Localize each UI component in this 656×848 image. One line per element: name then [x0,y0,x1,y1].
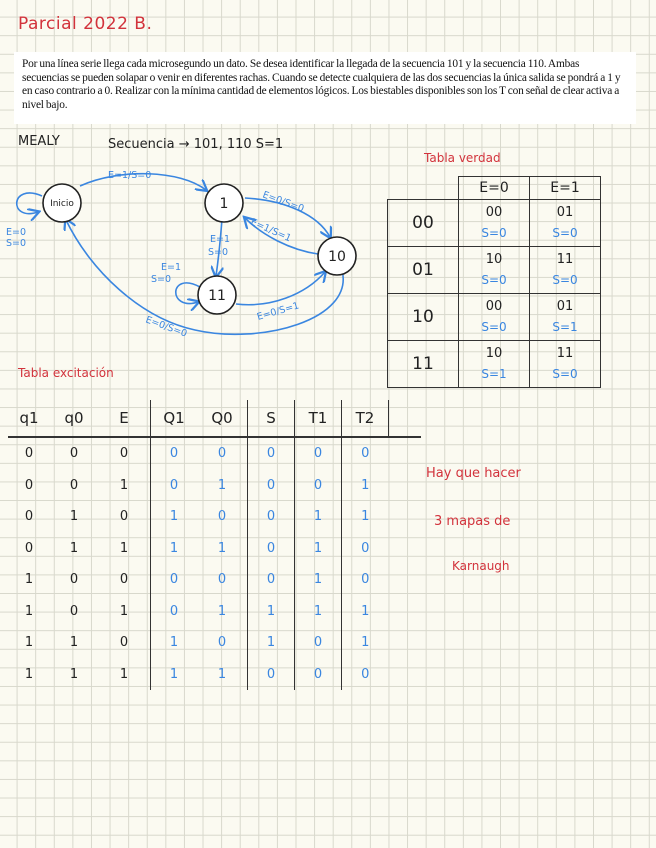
excitation-table [8,400,421,690]
excitation-cell: 1 [342,470,389,502]
excitation-cell: 1 [24,572,34,588]
truth-table-title: Tabla verdad [424,151,501,165]
excitation-cell: 0 [151,564,198,596]
excitation-spacer [389,564,422,596]
next-state: 00 [485,299,503,314]
truth-cell [459,294,530,341]
excitation-cell: 0 [24,540,34,556]
next-state: 01 [556,299,574,314]
exc-header-t2: T2 [342,400,389,437]
excitation-cell: 1 [151,501,198,533]
excitation-cell: 1 [24,603,34,619]
excitation-cell: 0 [151,437,198,470]
label-inicio-self-s: S=0 [6,238,27,249]
excitation-cell: 0 [295,659,342,691]
label-10-to-1: E=1/S=1 [248,216,293,245]
excitation-cell: 1 [295,596,342,628]
label-11-to-10: E=0/S=1 [255,300,301,323]
output-value: S=0 [481,273,507,287]
excitation-cell: 0 [248,564,295,596]
label-1-to-10: E=0/S=0 [260,189,306,215]
excitation-cell: 0 [217,509,227,525]
excitation-cell: 0 [24,509,34,525]
output-value: S=1 [481,367,507,381]
output-value: S=0 [552,273,578,287]
exc-header-s: S [248,400,295,437]
truth-state: 11 [388,341,459,388]
truth-cell [530,200,601,247]
excitation-cell: 0 [248,533,295,565]
excitation-cell: 1 [248,627,295,659]
label-11-self-s: S=0 [151,274,172,285]
excitation-cell: 1 [119,666,129,682]
excitation-cell: 1 [295,533,342,565]
excitation-cell: 1 [24,635,34,651]
state-11-label: 11 [208,288,226,304]
excitation-cell: 1 [217,477,227,493]
mealy-label: MEALY [18,134,60,149]
exc-header-spacer [389,400,422,437]
excitation-cell: 1 [295,501,342,533]
truth-cell [530,247,601,294]
sequence-label: Secuencia → 101, 110 S=1 [108,137,284,152]
truth-row [388,294,601,341]
label-1-to-11-e: E=1 [210,234,231,245]
excitation-cell: 1 [295,564,342,596]
exc-header-Q0: Q0 [197,400,248,437]
excitation-cell: 1 [69,666,79,682]
label-inicio-self-e: E=0 [6,227,27,238]
edge-11-to-10 [236,272,325,305]
excitation-row [8,501,421,533]
truth-header-e1: E=1 [530,177,601,200]
excitation-row [8,659,421,691]
label-11-self-e: E=1 [161,262,182,273]
truth-header-e0: E=0 [459,177,530,200]
excitation-cell: 1 [119,603,129,619]
edge-11-self [176,283,200,304]
exc-header-t1: T1 [295,400,342,437]
excitation-cell: 0 [69,572,79,588]
excitation-cell: 0 [119,635,129,651]
excitation-row [8,564,421,596]
excitation-cell: 0 [295,470,342,502]
excitation-cell: 1 [342,627,389,659]
exc-header-q0: q0 [50,400,98,437]
excitation-cell: 0 [69,477,79,493]
state-inicio-label: Inicio [50,199,74,209]
excitation-cell: 0 [217,446,227,462]
edge-inicio-self [17,193,42,214]
excitation-row [8,627,421,659]
truth-state: 00 [388,200,459,247]
excitation-cell: 1 [151,627,198,659]
truth-row [388,247,601,294]
exc-header-e: E [98,400,151,437]
truth-cell [459,341,530,388]
next-state: 00 [485,205,503,220]
state-diagram [0,120,390,360]
next-state: 11 [556,252,574,267]
excitation-cell: 1 [217,666,227,682]
truth-state: 10 [388,294,459,341]
excitation-cell: 0 [342,437,389,470]
truth-row [388,200,601,247]
truth-row [388,341,601,388]
excitation-cell: 1 [342,501,389,533]
truth-cell [459,200,530,247]
excitation-spacer [389,659,422,691]
excitation-spacer [389,501,422,533]
excitation-cell: 0 [151,470,198,502]
exc-header-Q1: Q1 [151,400,198,437]
excitation-cell: 1 [119,477,129,493]
output-value: S=0 [552,367,578,381]
next-state: 01 [556,205,574,220]
exc-header-q1: q1 [8,400,50,437]
excitation-spacer [389,533,422,565]
output-value: S=0 [481,226,507,240]
page-title: Parcial 2022 B. [18,14,153,34]
edge-10-to-inicio [66,220,343,334]
excitation-cell: 1 [69,509,79,525]
note-line-2: 3 mapas de [434,514,511,529]
output-value: S=0 [481,320,507,334]
truth-cell [459,247,530,294]
excitation-cell: 0 [69,446,79,462]
note-line-1: Hay que hacer [426,466,521,481]
excitation-cell: 1 [217,540,227,556]
excitation-cell: 0 [342,659,389,691]
excitation-spacer [389,627,422,659]
excitation-row [8,533,421,565]
excitation-spacer [389,596,422,628]
excitation-cell: 0 [24,477,34,493]
excitation-table-body [8,437,421,690]
excitation-cell: 1 [119,540,129,556]
excitation-cell: 1 [248,596,295,628]
output-value: S=1 [552,320,578,334]
truth-table [387,176,601,388]
excitation-cell: 1 [24,666,34,682]
excitation-table-title: Tabla excitación [18,366,114,380]
excitation-cell: 0 [342,533,389,565]
problem-statement: Por una línea serie llega cada microsegundo un dato. Se desea identificar la llegada de la secuencia 101 y la secuencia 110. Ambas secuencias se pueden solapar o venir en diferentes rachas. Cuando se detecte cualquiera de las dos secuencias la única salida se pondrá a 1 y en caso contrario a 0. Realizar con la mínima cantidad de elementos lógicos. Los biestables disponibles son los T con señal de clear activa a nivel bajo. [14,52,636,124]
excitation-cell: 0 [119,572,129,588]
excitation-cell: 0 [119,446,129,462]
excitation-cell: 0 [24,446,34,462]
truth-state: 01 [388,247,459,294]
excitation-cell: 0 [295,437,342,470]
truth-cell [530,341,601,388]
excitation-cell: 0 [217,572,227,588]
excitation-cell: 1 [342,596,389,628]
excitation-cell: 1 [151,659,198,691]
state-10-label: 10 [328,249,346,265]
next-state: 10 [485,346,503,361]
excitation-cell: 0 [295,627,342,659]
truth-cell [530,294,601,341]
label-inicio-to-1: E=1/S=0 [108,170,152,181]
excitation-cell: 0 [248,470,295,502]
excitation-cell: 0 [69,603,79,619]
excitation-row [8,596,421,628]
excitation-cell: 1 [217,603,227,619]
excitation-cell: 0 [119,509,129,525]
excitation-cell: 1 [151,533,198,565]
label-10-to-inicio: E=0/S=0 [143,314,189,340]
excitation-spacer [389,470,422,502]
excitation-row [8,437,421,470]
excitation-cell: 0 [248,659,295,691]
note-line-3: Karnaugh [452,559,510,573]
state-1-label: 1 [219,196,229,212]
excitation-cell: 1 [69,635,79,651]
excitation-cell: 0 [151,596,198,628]
excitation-row [8,470,421,502]
excitation-cell: 0 [342,564,389,596]
output-value: S=0 [552,226,578,240]
next-state: 10 [485,252,503,267]
excitation-cell: 0 [248,437,295,470]
label-1-to-11-s: S=0 [208,247,229,258]
excitation-cell: 1 [69,540,79,556]
truth-header-blank [388,177,459,200]
excitation-cell: 0 [217,635,227,651]
excitation-cell: 0 [248,501,295,533]
excitation-spacer [389,437,422,470]
next-state: 11 [556,346,574,361]
